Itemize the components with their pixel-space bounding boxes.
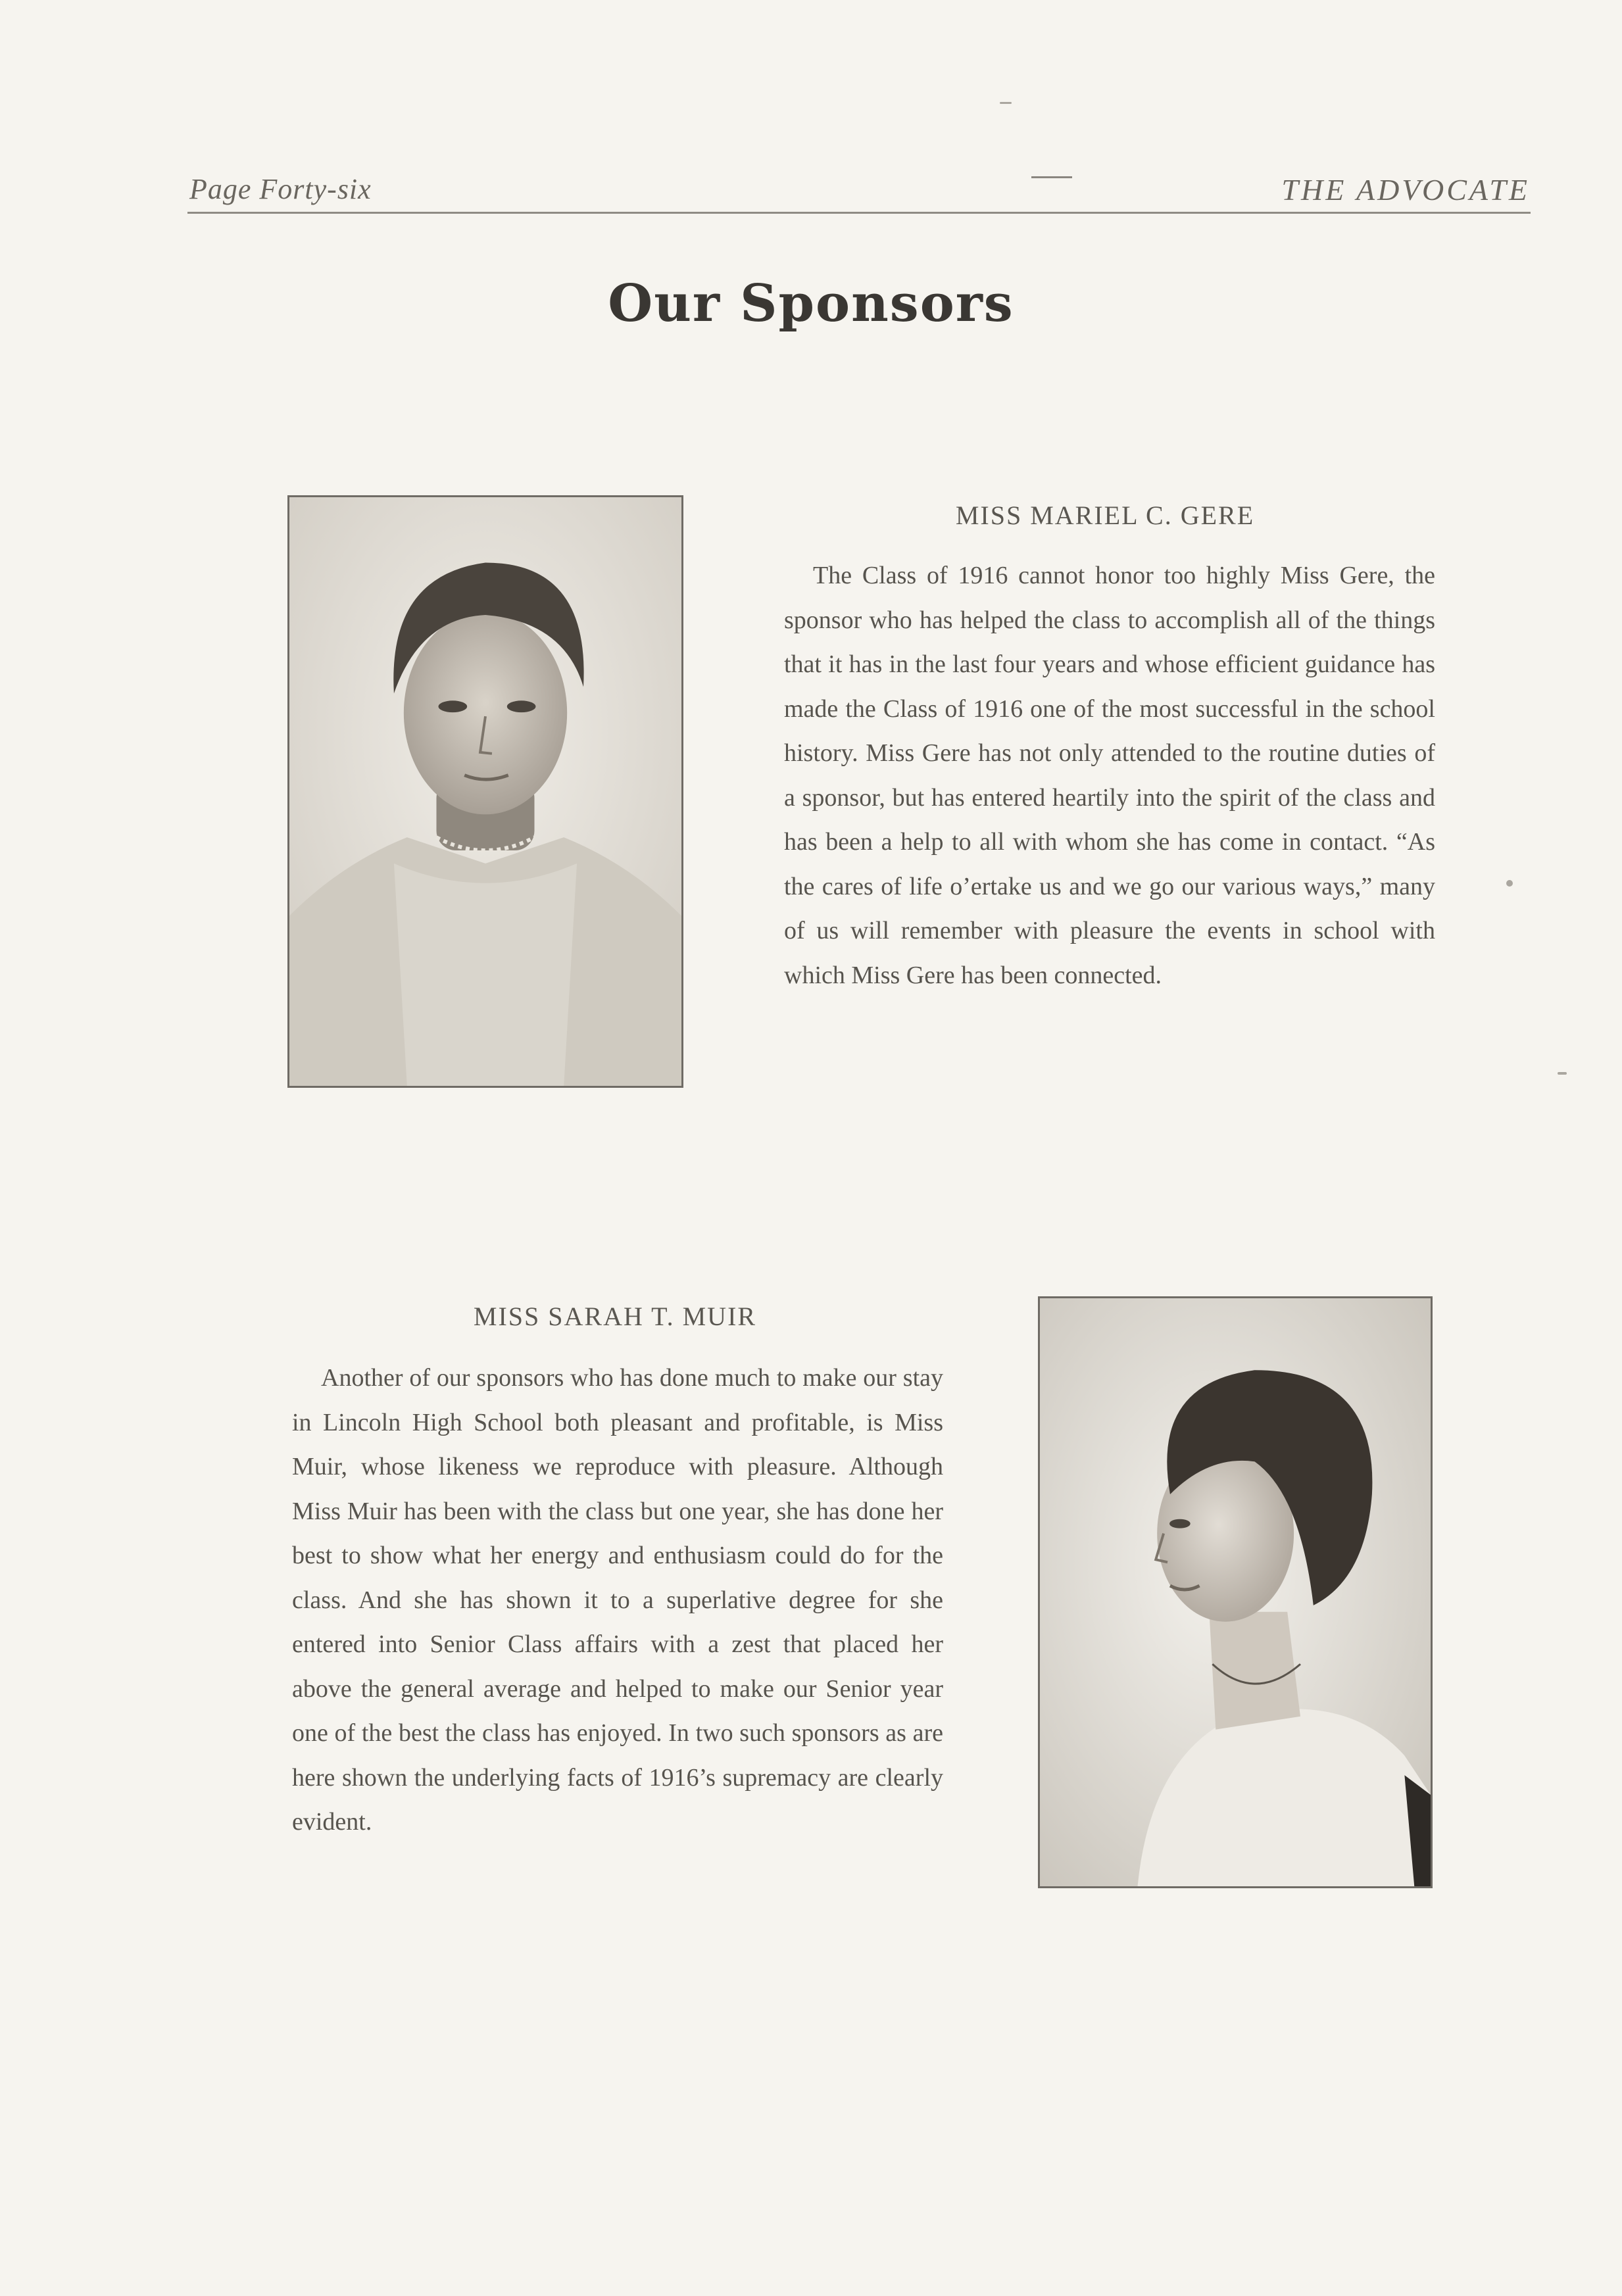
publication-title-header: THE ADVOCATE <box>1281 173 1530 207</box>
header-rule <box>187 212 1531 214</box>
page-number-header: Page Forty-six <box>189 173 372 205</box>
sponsor-name-gere: MISS MARIEL C. GERE <box>955 501 1255 530</box>
portrait-muir-image <box>1040 1298 1431 1886</box>
header-mark <box>1031 176 1072 178</box>
sponsor-bio-gere: The Class of 1916 cannot honor too highly Miss Gere, the sponsor who has helped the class to accomplish all of the things that it has in the last four years and whose efficient guidance has made the Class of 1916 one of the most successful in the school history. Miss Gere has not only attended to the routine duties of a sponsor, but has entered heartily into the spirit of the class and has been a help to all with whom she has come in contact. “As the cares of life o’ertake us and we go our various ways,” many of us will remember with pleasure the events in school with which Miss Gere has been connected. <box>784 562 1435 989</box>
page-title: Our Sponsors <box>608 274 1014 333</box>
sponsor-photo-gere <box>287 495 683 1088</box>
portrait-gere-image <box>289 497 681 1086</box>
sponsor-photo-muir <box>1038 1296 1433 1888</box>
paper-speck <box>1558 1072 1567 1075</box>
paper-speck <box>1000 102 1012 104</box>
sponsor-name-muir: MISS SARAH T. MUIR <box>473 1302 757 1331</box>
paper-speck <box>1506 880 1513 887</box>
sponsor-bio-muir: Another of our sponsors who has done much to make our stay in Lincoln High School both pleasant and profitable, is Miss Muir, whose likeness we reproduce with pleasure. Although Miss Muir has been with the class but one year, she has done her best to show what her energy and enthusiasm could do for the class. And she has shown it to a superlative degree for she entered into Senior Class affairs with a zest that placed her above the general average and helped to make our Senior year one of the best the class has enjoyed. In two such sponsors as are here shown the underlying facts of 1916’s supremacy are clearly evident. <box>292 1364 943 1836</box>
